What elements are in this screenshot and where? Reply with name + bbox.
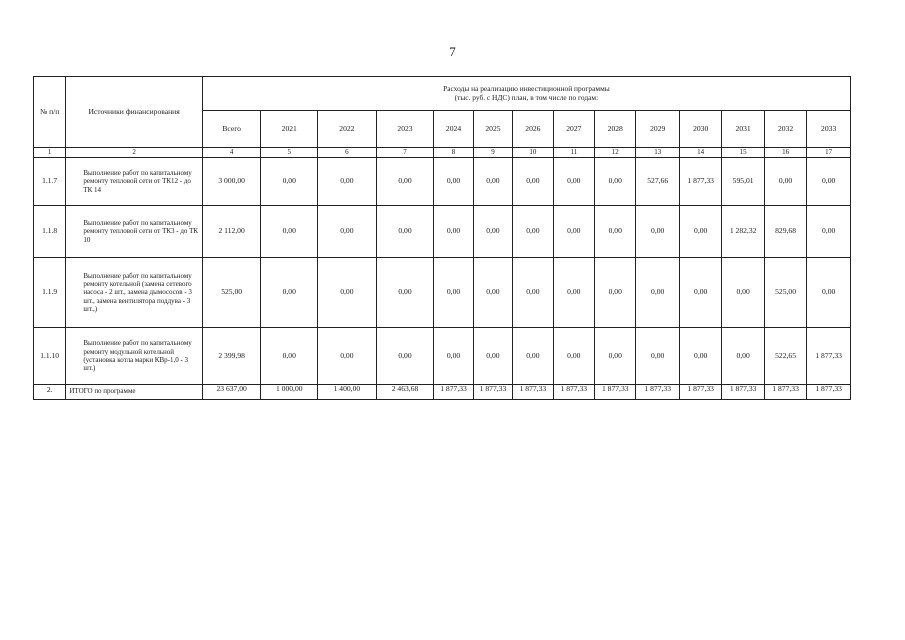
row-value: 0,00 bbox=[553, 158, 594, 206]
column-index: 10 bbox=[513, 148, 553, 158]
header-expenses-line2: (тыс. руб. с НДС) план, в том числе по годам: bbox=[454, 92, 599, 102]
table-row bbox=[34, 328, 851, 385]
row-value: 0,00 bbox=[473, 206, 512, 258]
column-index: 13 bbox=[636, 148, 679, 158]
header-year: 2021 bbox=[261, 111, 318, 148]
row-value: 0,00 bbox=[376, 328, 434, 385]
header-year: 2031 bbox=[722, 111, 764, 148]
header-year: 2032 bbox=[764, 111, 806, 148]
row-value: 1 282,32 bbox=[722, 206, 764, 258]
total-row-value: 1 877,33 bbox=[513, 385, 553, 400]
row-value: 0,00 bbox=[513, 258, 553, 328]
column-index: 17 bbox=[807, 148, 851, 158]
total-row-value: 1 400,00 bbox=[318, 385, 377, 400]
row-value: 0,00 bbox=[807, 206, 851, 258]
row-value: 0,00 bbox=[318, 258, 377, 328]
row-value: 0,00 bbox=[636, 258, 679, 328]
row-value: 0,00 bbox=[513, 158, 553, 206]
row-total: 2 399,98 bbox=[202, 328, 261, 385]
row-value: 0,00 bbox=[318, 206, 377, 258]
row-value: 0,00 bbox=[434, 206, 473, 258]
column-index: 8 bbox=[434, 148, 473, 158]
header-year: 2027 bbox=[553, 111, 594, 148]
column-index: 9 bbox=[473, 148, 512, 158]
header-no: № п/п bbox=[34, 77, 66, 148]
row-value: 0,00 bbox=[376, 258, 434, 328]
column-index: 1 bbox=[34, 148, 66, 158]
total-row-value: 2 463,68 bbox=[376, 385, 434, 400]
row-value: 0,00 bbox=[261, 158, 318, 206]
header-year: 2025 bbox=[473, 111, 512, 148]
column-index: 2 bbox=[66, 148, 202, 158]
header-year: 2024 bbox=[434, 111, 473, 148]
row-value: 0,00 bbox=[553, 258, 594, 328]
total-row-value: 1 877,33 bbox=[807, 385, 851, 400]
row-total: 525,00 bbox=[202, 258, 261, 328]
total-row-value: 1 877,33 bbox=[473, 385, 512, 400]
header-year: 2023 bbox=[376, 111, 434, 148]
column-index: 5 bbox=[261, 148, 318, 158]
column-index: 16 bbox=[764, 148, 806, 158]
row-value: 829,68 bbox=[764, 206, 806, 258]
row-value: 0,00 bbox=[261, 258, 318, 328]
header-expenses bbox=[202, 77, 850, 111]
row-value: 0,00 bbox=[595, 158, 636, 206]
total-row-value: 1 877,33 bbox=[434, 385, 473, 400]
total-row bbox=[34, 385, 851, 400]
header-total: Всего bbox=[202, 111, 261, 148]
row-value: 0,00 bbox=[679, 328, 721, 385]
column-index: 15 bbox=[722, 148, 764, 158]
row-value: 0,00 bbox=[376, 206, 434, 258]
header-year: 2029 bbox=[636, 111, 679, 148]
column-index: 11 bbox=[553, 148, 594, 158]
table-row bbox=[34, 206, 851, 258]
page-number: 7 bbox=[449, 44, 456, 59]
row-number: 1.1.8 bbox=[34, 206, 66, 258]
row-value: 0,00 bbox=[807, 158, 851, 206]
total-row-value: 1 877,33 bbox=[722, 385, 764, 400]
row-value: 0,00 bbox=[636, 328, 679, 385]
column-index-row bbox=[34, 148, 851, 158]
row-value: 0,00 bbox=[679, 206, 721, 258]
row-total: 2 112,00 bbox=[202, 206, 261, 258]
row-value: 0,00 bbox=[722, 328, 764, 385]
total-row-total: 23 637,00 bbox=[202, 385, 261, 400]
row-value: 0,00 bbox=[513, 328, 553, 385]
total-row-value: 1 877,33 bbox=[636, 385, 679, 400]
row-value: 0,00 bbox=[473, 258, 512, 328]
header-year: 2028 bbox=[595, 111, 636, 148]
row-value: 0,00 bbox=[679, 258, 721, 328]
table-row bbox=[34, 258, 851, 328]
header-year: 2033 bbox=[807, 111, 851, 148]
row-source: Выполнение работ по капитальному ремонту тепловой сети от ТК3 - до ТК 10 bbox=[66, 206, 202, 258]
row-value: 0,00 bbox=[434, 328, 473, 385]
row-value: 525,00 bbox=[764, 258, 806, 328]
header-expenses-line1: Расходы на реализацию инвестиционной программы bbox=[443, 83, 610, 93]
row-value: 522,65 bbox=[764, 328, 806, 385]
row-value: 0,00 bbox=[261, 206, 318, 258]
row-value: 0,00 bbox=[722, 258, 764, 328]
row-value: 1 877,33 bbox=[807, 328, 851, 385]
row-number: 1.1.9 bbox=[34, 258, 66, 328]
row-value: 0,00 bbox=[434, 158, 473, 206]
header-year: 2026 bbox=[513, 111, 553, 148]
table-row bbox=[34, 158, 851, 206]
row-value: 0,00 bbox=[434, 258, 473, 328]
row-value: 0,00 bbox=[595, 258, 636, 328]
row-value: 0,00 bbox=[553, 206, 594, 258]
row-value: 0,00 bbox=[513, 206, 553, 258]
investment-program-table bbox=[33, 76, 851, 400]
column-index: 7 bbox=[376, 148, 434, 158]
total-row-value: 1 000,00 bbox=[261, 385, 318, 400]
total-row-number: 2. bbox=[34, 385, 66, 400]
row-value: 527,66 bbox=[636, 158, 679, 206]
row-value: 0,00 bbox=[376, 158, 434, 206]
row-number: 1.1.10 bbox=[34, 328, 66, 385]
row-value: 0,00 bbox=[595, 328, 636, 385]
row-source: Выполнение работ по капитальному ремонту котельной (замена сетевого насоса - 2 шт., замена дымососов - 3 шт., замена вентилятора поддува - 3 шт.,) bbox=[66, 258, 202, 328]
row-total: 3 000,00 bbox=[202, 158, 261, 206]
row-value: 0,00 bbox=[636, 206, 679, 258]
row-value: 0,00 bbox=[595, 206, 636, 258]
row-value: 0,00 bbox=[473, 328, 512, 385]
total-row-label: ИТОГО по программе bbox=[66, 385, 202, 400]
row-value: 0,00 bbox=[318, 328, 377, 385]
header-source: Источники финансирования bbox=[66, 77, 202, 148]
column-index: 12 bbox=[595, 148, 636, 158]
column-index: 14 bbox=[679, 148, 721, 158]
total-row-value: 1 877,33 bbox=[553, 385, 594, 400]
header-year: 2030 bbox=[679, 111, 721, 148]
column-index: 4 bbox=[202, 148, 261, 158]
row-value: 1 877,33 bbox=[679, 158, 721, 206]
row-source: Выполнение работ по капитальному ремонту модульной котельной (установка котла марки КВр-1,0 - 3 шт.) bbox=[66, 328, 202, 385]
header-year: 2022 bbox=[318, 111, 377, 148]
total-row-value: 1 877,33 bbox=[595, 385, 636, 400]
total-row-value: 1 877,33 bbox=[679, 385, 721, 400]
total-row-value: 1 877,33 bbox=[764, 385, 806, 400]
row-value: 0,00 bbox=[318, 158, 377, 206]
row-value: 0,00 bbox=[764, 158, 806, 206]
row-number: 1.1.7 bbox=[34, 158, 66, 206]
row-value: 0,00 bbox=[807, 258, 851, 328]
row-value: 595,01 bbox=[722, 158, 764, 206]
column-index: 6 bbox=[318, 148, 377, 158]
row-value: 0,00 bbox=[553, 328, 594, 385]
row-value: 0,00 bbox=[473, 158, 512, 206]
row-value: 0,00 bbox=[261, 328, 318, 385]
row-source: Выполнение работ по капитальному ремонту тепловой сети от ТК12 - до ТК 14 bbox=[66, 158, 202, 206]
